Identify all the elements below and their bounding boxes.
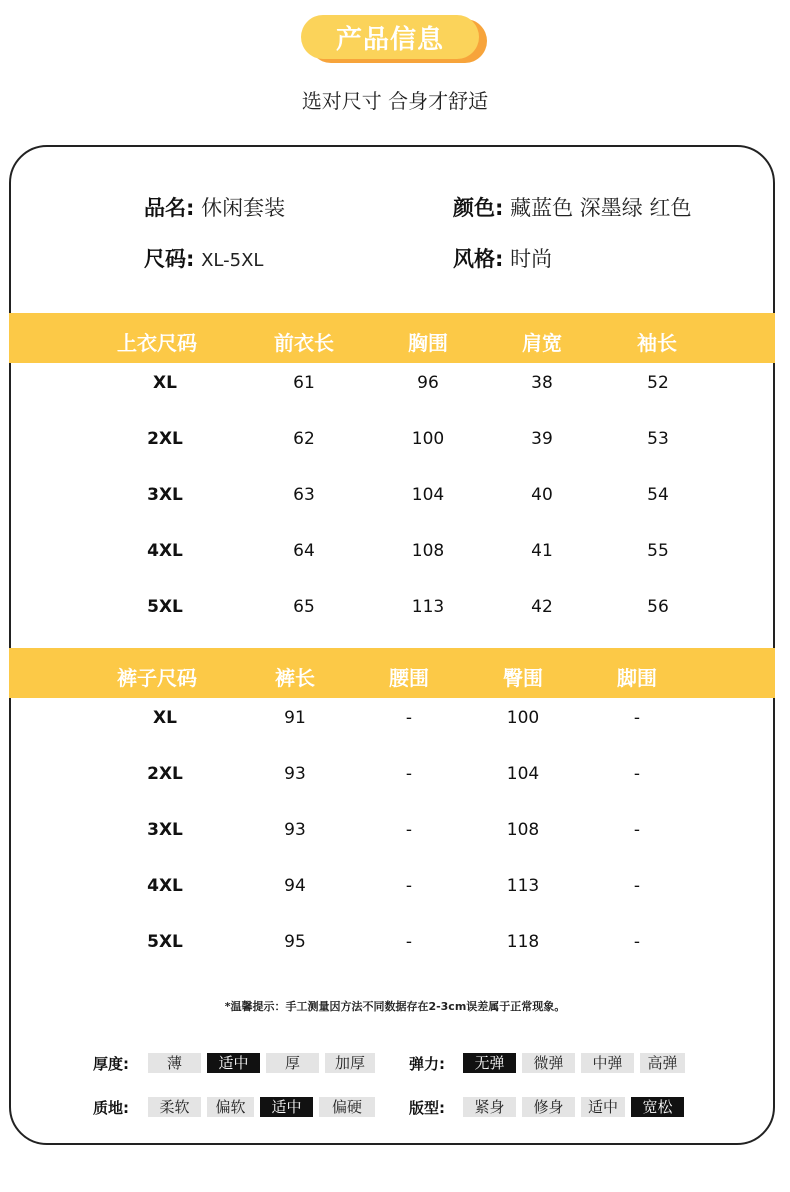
pants-table-cell: - — [405, 932, 413, 952]
info-name-label: 品名: — [144, 196, 195, 220]
fit-option: 紧身 — [463, 1097, 516, 1117]
info-color — [453, 192, 691, 222]
info-product-name — [144, 192, 285, 222]
pants-table-cell: 108 — [506, 820, 540, 840]
thickness-label: 厚度: — [93, 1055, 129, 1073]
info-color-label: 颜色: — [453, 196, 504, 220]
pants-table-cell: - — [633, 876, 641, 896]
pants-header-ankle: 脚围 — [617, 666, 657, 690]
texture-option: 柔软 — [148, 1097, 201, 1117]
pants-header-hip: 臀围 — [503, 666, 543, 690]
top-table-cell: 96 — [417, 373, 439, 393]
title-badge — [301, 15, 487, 63]
info-size-label: 尺码: — [144, 247, 195, 271]
top-table-cell: 65 — [293, 597, 315, 617]
pants-header-size: 裤子尺码 — [117, 666, 197, 690]
top-table-cell: 113 — [411, 597, 445, 617]
top-table-cell: 3XL — [147, 485, 183, 505]
pants-header-waist: 腰围 — [389, 666, 429, 690]
top-table-cell: 40 — [531, 485, 553, 505]
texture-label: 质地: — [93, 1099, 129, 1117]
info-size-value: XL-5XL — [201, 250, 264, 271]
top-table-cell: 4XL — [147, 541, 183, 561]
page-subtitle: 选对尺寸 合身才舒适 — [301, 89, 489, 113]
texture-option: 偏硬 — [319, 1097, 375, 1117]
top-table-cell: 41 — [531, 541, 553, 561]
pants-table-cell: 104 — [506, 764, 540, 784]
pants-table-cell: 94 — [284, 876, 306, 896]
top-table-cell: 100 — [411, 429, 445, 449]
pants-table-cell: 93 — [284, 764, 306, 784]
top-header-sleeve: 袖长 — [637, 331, 677, 355]
top-table-cell: 104 — [411, 485, 445, 505]
top-header-shoulder: 肩宽 — [522, 331, 562, 355]
pants-table-cell: 5XL — [147, 932, 183, 952]
fit-option: 适中 — [581, 1097, 625, 1117]
top-table-cell: 56 — [647, 597, 669, 617]
top-table-cell: 5XL — [147, 597, 183, 617]
pants-table-cell: - — [633, 932, 641, 952]
pants-table-cell: - — [405, 876, 413, 896]
info-name-value: 休闲套装 — [201, 196, 286, 220]
top-table-header-band — [9, 313, 775, 363]
pants-table-cell: 91 — [284, 708, 306, 728]
pants-table-cell: 113 — [506, 876, 540, 896]
pants-table-header-band — [9, 648, 775, 698]
fit-label: 版型: — [409, 1099, 445, 1117]
info-color-value: 藏蓝色 深墨绿 红色 — [510, 196, 692, 220]
elasticity-label: 弹力: — [409, 1055, 445, 1073]
pants-header-length: 裤长 — [275, 666, 315, 690]
top-header-size: 上衣尺码 — [117, 331, 197, 355]
page-title: 产品信息 — [301, 15, 479, 59]
top-table-cell: 38 — [531, 373, 553, 393]
pants-table-cell: 100 — [506, 708, 540, 728]
pants-table-cell: - — [633, 708, 641, 728]
pants-table-cell: 3XL — [147, 820, 183, 840]
texture-option: 适中 — [260, 1097, 313, 1117]
product-info-frame — [9, 145, 775, 1145]
info-style-label: 风格: — [453, 247, 504, 271]
top-table-cell: 52 — [647, 373, 669, 393]
top-table-cell: 2XL — [147, 429, 183, 449]
texture-option: 偏软 — [207, 1097, 254, 1117]
info-style-value: 时尚 — [510, 247, 553, 271]
measurement-note: *温馨提示：手工测量因方法不同数据存在2-3cm误差属于正常现象。 — [224, 1000, 566, 1013]
top-table-cell: 108 — [411, 541, 445, 561]
top-table-cell: 63 — [293, 485, 315, 505]
top-table-cell: 55 — [647, 541, 669, 561]
pants-table-cell: XL — [153, 708, 177, 728]
pants-table-cell: 4XL — [147, 876, 183, 896]
thickness-option: 适中 — [207, 1053, 260, 1073]
elasticity-option: 无弹 — [463, 1053, 516, 1073]
top-header-chest: 胸围 — [408, 331, 448, 355]
top-table-cell: 42 — [531, 597, 553, 617]
thickness-option: 加厚 — [325, 1053, 375, 1073]
top-table-cell: 62 — [293, 429, 315, 449]
pants-table-cell: 2XL — [147, 764, 183, 784]
pants-table-cell: 93 — [284, 820, 306, 840]
fit-option: 宽松 — [631, 1097, 684, 1117]
fit-option: 修身 — [522, 1097, 575, 1117]
pants-table-cell: 118 — [506, 932, 540, 952]
elasticity-option: 中弹 — [581, 1053, 634, 1073]
pants-table-cell: - — [405, 820, 413, 840]
elasticity-option: 微弹 — [522, 1053, 575, 1073]
pants-table-cell: - — [405, 708, 413, 728]
pants-table-cell: 95 — [284, 932, 306, 952]
top-table-cell: 61 — [293, 373, 315, 393]
info-size — [144, 243, 263, 273]
top-header-length: 前衣长 — [274, 331, 334, 355]
thickness-option: 薄 — [148, 1053, 201, 1073]
top-table-cell: XL — [153, 373, 177, 393]
elasticity-option: 高弹 — [640, 1053, 685, 1073]
thickness-option: 厚 — [266, 1053, 319, 1073]
top-table-cell: 54 — [647, 485, 669, 505]
pants-table-cell: - — [633, 820, 641, 840]
top-table-cell: 64 — [293, 541, 315, 561]
top-table-cell: 53 — [647, 429, 669, 449]
pants-table-cell: - — [633, 764, 641, 784]
info-style — [453, 243, 552, 273]
pants-table-cell: - — [405, 764, 413, 784]
top-table-cell: 39 — [531, 429, 553, 449]
